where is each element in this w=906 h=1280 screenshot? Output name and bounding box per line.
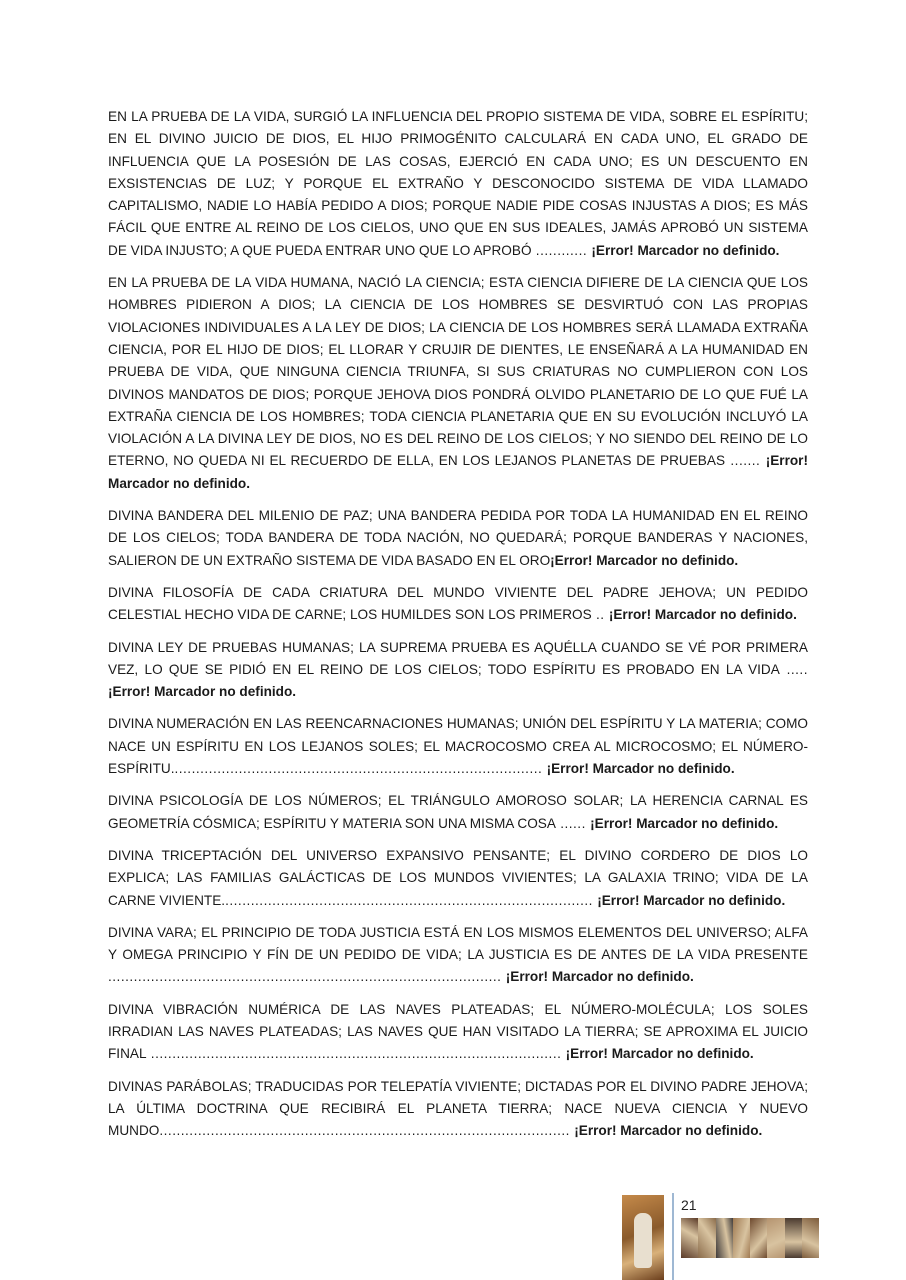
toc-leader-dots: ............	[531, 242, 592, 258]
photo-collage-strip	[681, 1218, 819, 1258]
page-number: 21	[681, 1197, 697, 1213]
toc-entry-text: DIVINA TRICEPTACIÓN DEL UNIVERSO EXPANSIVO PENSANTE; EL DIVINO CORDERO DE DIOS LO EXPLICA; LAS FAMILIAS GALÁCTICAS DE LOS MUNDOS VIVIENTES; LA GALAXIA TRINO; VIDA DE LA CARNE VIVIENTE.	[108, 847, 808, 908]
toc-entry[interactable]	[108, 845, 808, 912]
collage-tile	[750, 1218, 767, 1258]
toc-entry-text: DIVINA FILOSOFÍA DE CADA CRIATURA DEL MUNDO VIVIENTE DEL PADRE JEHOVA; UN PEDIDO CELESTIAL HECHO VIDA DE CARNE; LOS HUMILDES SON LOS PRIMEROS	[108, 584, 808, 623]
toc-page-reference: ¡Error! Marcador no definido.	[108, 453, 808, 491]
toc-entry-text: DIVINA VIBRACIÓN NUMÉRICA DE LAS NAVES PLATEADAS; EL NÚMERO-MOLÉCULA; LOS SOLES IRRADIAN LAS NAVES PLATEADAS; LAS NAVES QUE HAN VISITADO LA TIERRA; SE APROXIMA EL JUICIO FINAL	[108, 1001, 808, 1062]
toc-page-reference: ¡Error! Marcador no definido.	[591, 242, 780, 258]
toc-page-reference: ¡Error! Marcador no definido.	[590, 815, 779, 831]
clay-figure-image	[622, 1195, 664, 1280]
toc-entry[interactable]	[108, 272, 808, 495]
toc-page-reference: ¡Error! Marcador no definido.	[546, 761, 735, 777]
collage-tile	[681, 1218, 698, 1258]
toc-page-reference: ¡Error! Marcador no definido.	[108, 684, 297, 700]
toc-entry-text: DIVINAS PARÁBOLAS; TRADUCIDAS POR TELEPATÍA VIVIENTE; DICTADAS POR EL DIVINO PADRE JEHOVA; LA ÚLTIMA DOCTRINA QUE RECIBIRÁ EL PLANETA TIERRA; NACE NUEVA CIENCIA Y NUEVO MUNDO	[108, 1078, 808, 1139]
toc-leader-dots: ..	[591, 607, 609, 623]
table-of-contents	[108, 106, 808, 1152]
toc-entry[interactable]	[108, 505, 808, 572]
toc-page-reference: ¡Error! Marcador no definido.	[597, 892, 786, 908]
toc-entry[interactable]	[108, 637, 808, 704]
collage-tile	[802, 1218, 819, 1258]
figure-silhouette	[634, 1213, 652, 1268]
collage-tile	[733, 1218, 750, 1258]
toc-leader-dots: ............................................................................................	[108, 969, 506, 985]
toc-leader-dots: ......................................................................................	[225, 892, 598, 908]
toc-entry[interactable]	[108, 713, 808, 780]
toc-entry-text: DIVINA NUMERACIÓN EN LAS REENCARNACIONES HUMANAS; UNIÓN DEL ESPÍRITU Y LA MATERIA; COMO NACE UN ESPÍRITU EN LOS LEJANOS SOLES; EL MACROCOSMO CREA AL MICROCOSMO; EL NÚMERO-ESPÍRITU.	[108, 716, 808, 777]
toc-page-reference: ¡Error! Marcador no definido.	[565, 1046, 754, 1062]
page-footer	[0, 1190, 906, 1280]
collage-tile	[767, 1218, 784, 1258]
footer-divider	[672, 1193, 674, 1280]
toc-leader-dots: .......	[725, 453, 766, 469]
toc-page-reference: ¡Error! Marcador no definido.	[574, 1123, 763, 1139]
toc-entry-text: DIVINA LEY DE PRUEBAS HUMANAS; LA SUPREMA PRUEBA ES AQUÉLLA CUANDO SE VÉ POR PRIMERA VEZ, LO QUE SE PIDIÓ EN EL REINO DE LOS CIELOS; TODO ESPÍRITU ES PROBADO EN LA VIDA	[108, 639, 808, 677]
collage-tile	[698, 1218, 715, 1258]
toc-entry-text: EN LA PRUEBA DE LA VIDA, SURGIÓ LA INFLUENCIA DEL PROPIO SISTEMA DE VIDA, SOBRE EL ESPÍRITU; EN EL DIVINO JUICIO DE DIOS, EL HIJO PRIMOGÉNITO CALCULARÁ EN CADA UNO, EL GRADO DE INFLUENCIA QUE LA POSESIÓN DE LAS COSAS, EJERCIÓ EN CADA UNO; ES UN DESCUENTO EN EXSISTENCIAS DE LUZ; Y PORQUE EL EXTRAÑO Y DESCONOCIDO SISTEMA DE VIDA LLAMADO CAPITALISMO, NADIE LO HABÍA PEDIDO A DIOS; PORQUE NADIE PIDE COSAS INJUSTAS A DIOS; ES MÁS FÁCIL QUE ENTRE AL REINO DE LOS CIELOS, UNO QUE EN SUS IDEALES, JAMÁS APROBÓ UN SISTEMA DE VIDA INJUSTO; A QUE PUEDA ENTRAR UNO QUE LO APROBÓ	[108, 109, 808, 258]
toc-entry[interactable]	[108, 582, 808, 627]
toc-leader-dots: ................................................................................................	[146, 1046, 566, 1062]
toc-entry-text: DIVINA PSICOLOGÍA DE LOS NÚMEROS; EL TRIÁNGULO AMOROSO SOLAR; LA HERENCIA CARNAL ES GEOMETRÍA CÓSMICA; ESPÍRITU Y MATERIA SON UNA MISMA COSA	[108, 793, 808, 831]
collage-tile	[716, 1218, 733, 1258]
toc-entry[interactable]	[108, 106, 808, 262]
toc-leader-dots: .....	[779, 661, 808, 677]
toc-page-reference: ¡Error! Marcador no definido.	[550, 552, 739, 568]
toc-entry[interactable]	[108, 922, 808, 989]
toc-entry-text: EN LA PRUEBA DE LA VIDA HUMANA, NACIÓ LA CIENCIA; ESTA CIENCIA DIFIERE DE LA CIENCIA QUE LOS HOMBRES PIDIERON A DIOS; LA CIENCIA DE LOS HOMBRES SE DESVIRTUÓ CON LAS PROPIAS VIOLACIONES INDIVIDUALES A LA LEY DE DIOS; LA CIENCIA DE LOS HOMBRES SERÁ LLAMADA EXTRAÑA CIENCIA, POR EL HIJO DE DIOS; EL LLORAR Y CRUJIR DE DIENTES, LE ENSEÑARÁ A LA HUMANIDAD EN PRUEBA DE VIDA, QUE NINGUNA CIENCIA TRIUNFA, SI SUS CRIATURAS NO CUMPLIERON CON LOS DIVINOS MANDATOS DE DIOS; PORQUE JEHOVA DIOS PONDRÁ OLVIDO PLANETARIO DE LO QUE FUÉ LA EXTRAÑA CIENCIA DE LOS HOMBRES; TODA CIENCIA PLANETARIA QUE EN SU EVOLUCIÓN INCLUYÓ LA VIOLACIÓN A LA DIVINA LEY DE DIOS, NO ES DEL REINO DE LOS CIELOS; Y NO SIENDO DEL REINO DE LO ETERNO, NO QUEDA NI EL RECUERDO DE ELLA, EN LOS LEJANOS PLANETAS DE PRUEBAS	[108, 275, 808, 469]
toc-entry[interactable]	[108, 1076, 808, 1143]
toc-page-reference: ¡Error! Marcador no definido.	[608, 607, 797, 623]
toc-entry[interactable]	[108, 999, 808, 1066]
toc-entry[interactable]	[108, 790, 808, 835]
toc-page-reference: ¡Error! Marcador no definido.	[505, 969, 694, 985]
toc-entry-text: DIVINA VARA; EL PRINCIPIO DE TODA JUSTICIA ESTÁ EN LOS MISMOS ELEMENTOS DEL UNIVERSO; ALFA Y OMEGA PRINCIPIO Y FÍN DE UN PEDIDO DE VIDA; LA JUSTICIA ES DE ANTES DE LA VIDA PRESENTE	[108, 924, 808, 963]
collage-tile	[785, 1218, 802, 1258]
toc-leader-dots: ......................................................................................	[174, 761, 547, 777]
toc-leader-dots: ................................................................................................	[159, 1123, 575, 1139]
toc-entry-text: DIVINA BANDERA DEL MILENIO DE PAZ; UNA BANDERA PEDIDA POR TODA LA HUMANIDAD EN EL REINO DE LOS CIELOS; TODA BANDERA DE TODA NACIÓN, NO QUEDARÁ; PORQUE BANDERAS Y NACIONES, SALIERON DE UN EXTRAÑO SISTEMA DE VIDA BASADO EN EL ORO	[108, 508, 808, 568]
toc-leader-dots: ......	[555, 815, 591, 831]
